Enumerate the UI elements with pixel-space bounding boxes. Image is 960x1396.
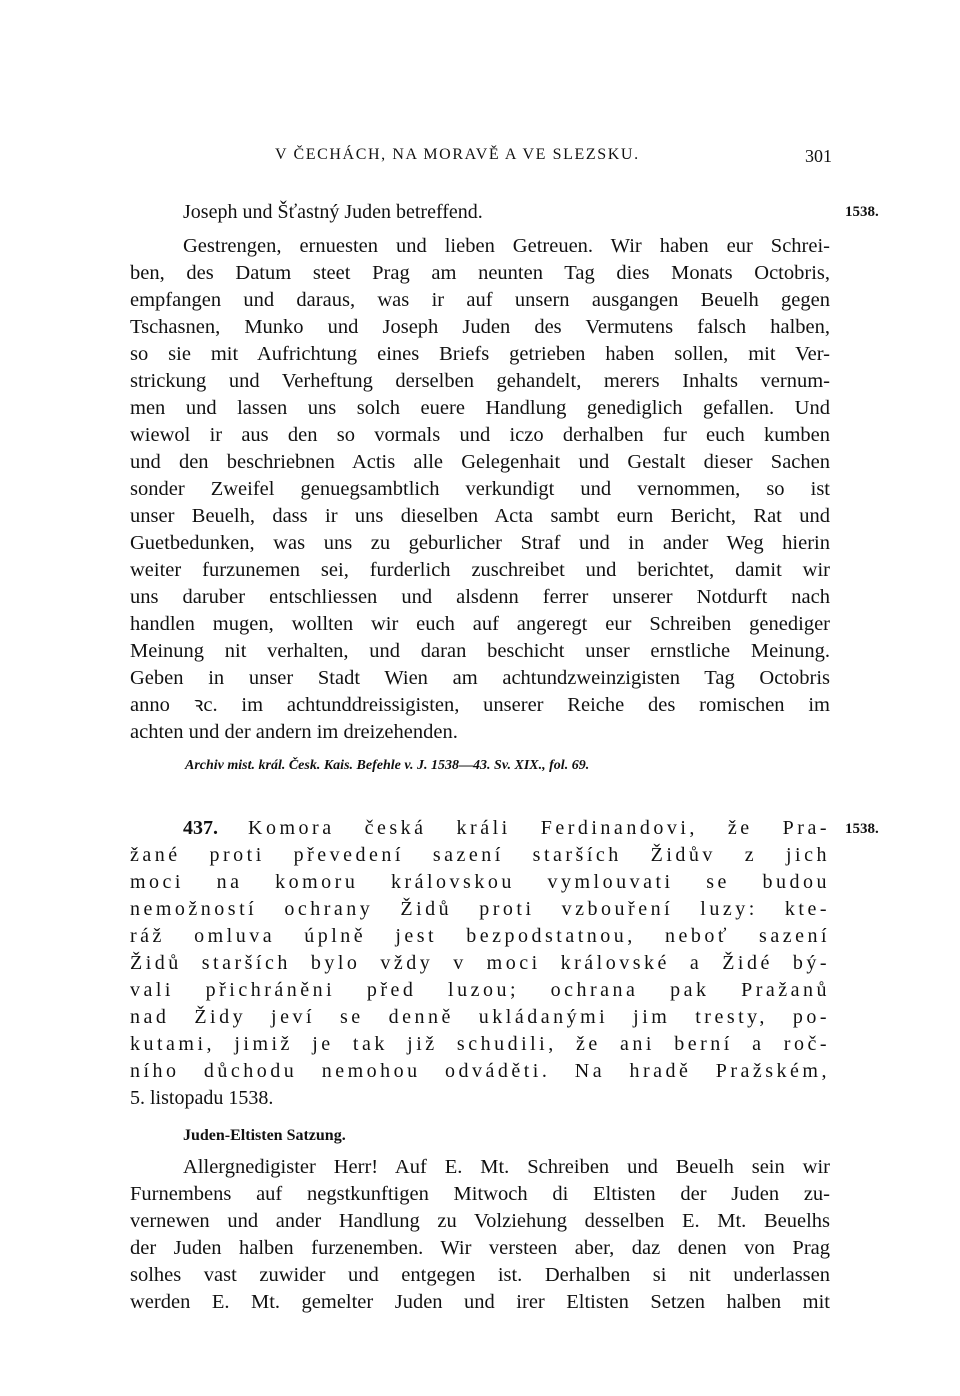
archive-source: Archiv mist. král. Česk. Kais. Befehle v. J. 1538—43. Sv. XIX., fol. 69.: [185, 758, 590, 773]
regest-line: moci na komoru královskou vymlouvati se budou: [130, 871, 830, 893]
regest-line: žané proti převedení sazení starších Židův z jich: [130, 844, 830, 866]
entry-title: Joseph und Šťastný Juden betreffend.: [183, 201, 483, 223]
body-line: strickung und Verheftung derselben gehandelt, merers Inhalts vernum-: [130, 370, 830, 392]
regest-line: ráž omluva úplně jest bezpodstatnou, neboť sazení: [130, 925, 830, 947]
body-line: Allergnedigister Herr! Auf E. Mt. Schreiben und Beuelh sein wir: [183, 1156, 830, 1178]
regest-line: Židů starších bylo vždy v moci královské a Židé bý-: [130, 952, 830, 974]
entry-437-body: [130, 1154, 830, 1316]
page-number: 301: [805, 146, 832, 166]
regest-first-line: [130, 815, 830, 842]
body-line: und den beschriebnen Actis alle Gelegenhait und Gestalt dieser Sachen: [130, 451, 830, 473]
body-line: sonder Zweifel genuegsambtlich verkundigt und vernommen, so ist: [130, 478, 830, 500]
running-header: [130, 146, 830, 172]
margin-year: 1538.: [845, 821, 879, 837]
body-line: Gestrengen, ernuesten und lieben Getreuen. Wir haben eur Schrei-: [183, 235, 830, 257]
body-line: werden E. Mt. gemelter Juden und irer Eltisten Setzen halben mit: [130, 1291, 830, 1313]
regest-line: ního důchodu nemohou odváděti. Na hradě Pražském,: [130, 1060, 830, 1082]
entry-437-subheading: Juden-Eltisten Satzung.: [183, 1127, 346, 1144]
body-line: solhes vast zuwider und entgegen ist. Derhalben si nit underlassen: [130, 1264, 830, 1286]
body-line: unser Beuelh, dass ir uns dieselben Acta sambt eurn Bericht, Rat und: [130, 505, 830, 527]
body-line: anno ꝛc. im achtunddreissigisten, unserer Reiche des romischen im: [130, 694, 830, 716]
body-line: empfangen und daraus, was ir auf unsern ausgangen Beuelh gegen: [130, 289, 830, 311]
body-line: weiter furzunemen sei, furderlich zuschreibet und berichtet, damit wir: [130, 559, 830, 581]
regest-line: vali přichráněni před luzou; ochrana pak Pražanů: [130, 979, 830, 1001]
margin-year: 1538.: [845, 204, 879, 220]
body-line: wiewol ir aus den so vormals und iczo derhalben fur euch kumben: [130, 424, 830, 446]
regest-first-line-text: Komora česká králi Ferdinandovi, že Pra-: [248, 817, 830, 839]
entry-body: [130, 233, 830, 746]
body-line: so sie mit Aufrichtung eines Briefs getrieben haben sollen, mit Ver-: [130, 343, 830, 365]
regest-line: nemožností ochrany Židů proti vzbouření luzy: kte-: [130, 898, 830, 920]
regest-line: kutami, jimiž je tak již schudili, že ani berní a roč-: [130, 1033, 830, 1055]
regest-date: 5. listopadu 1538.: [130, 1087, 274, 1109]
body-line: handlen mugen, wollten wir euch auf angeregt eur Schreiben genediger: [130, 613, 830, 635]
entry-437-regest: [130, 815, 830, 1112]
body-line: Furnembens auf negstkunftigen Mitwoch di Eltisten der Juden zu-: [130, 1183, 830, 1205]
body-line: Geben in unser Stadt Wien am achtundzweinzigisten Tag Octobris: [130, 667, 830, 689]
body-line: Tschasnen, Munko und Joseph Juden des Vermutens falsch halben,: [130, 316, 830, 338]
body-line: Guetbedunken, was uns zu geburlicher Straf und in ander Weg hierin: [130, 532, 830, 554]
body-line: Meinung nit verhalten, und daran beschicht unser ernstliche Meinung.: [130, 640, 830, 662]
entry-number: 437.: [183, 817, 218, 839]
body-line: ben, des Datum steet Prag am neunten Tag dies Monats Octobris,: [130, 262, 830, 284]
body-line: vernewen und ander Handlung zu Volziehung desselben E. Mt. Beuelhs: [130, 1210, 830, 1232]
header-title: V ČECHÁCH, NA MORAVĚ A VE SLEZSKU.: [275, 146, 640, 163]
body-line: men und lassen uns solch euere Handlung genediglich gefallen. Und: [130, 397, 830, 419]
body-line: uns daruber entschliessen und alsdenn ferrer unserer Notdurft nach: [130, 586, 830, 608]
regest-line: nad Židy jeví se denně ukládanými jim tresty, po-: [130, 1006, 830, 1028]
body-line: achten und der andern im dreizehenden.: [130, 721, 458, 743]
body-line: der Juden halben furzenemben. Wir versteen aber, daz denen von Prag: [130, 1237, 830, 1259]
